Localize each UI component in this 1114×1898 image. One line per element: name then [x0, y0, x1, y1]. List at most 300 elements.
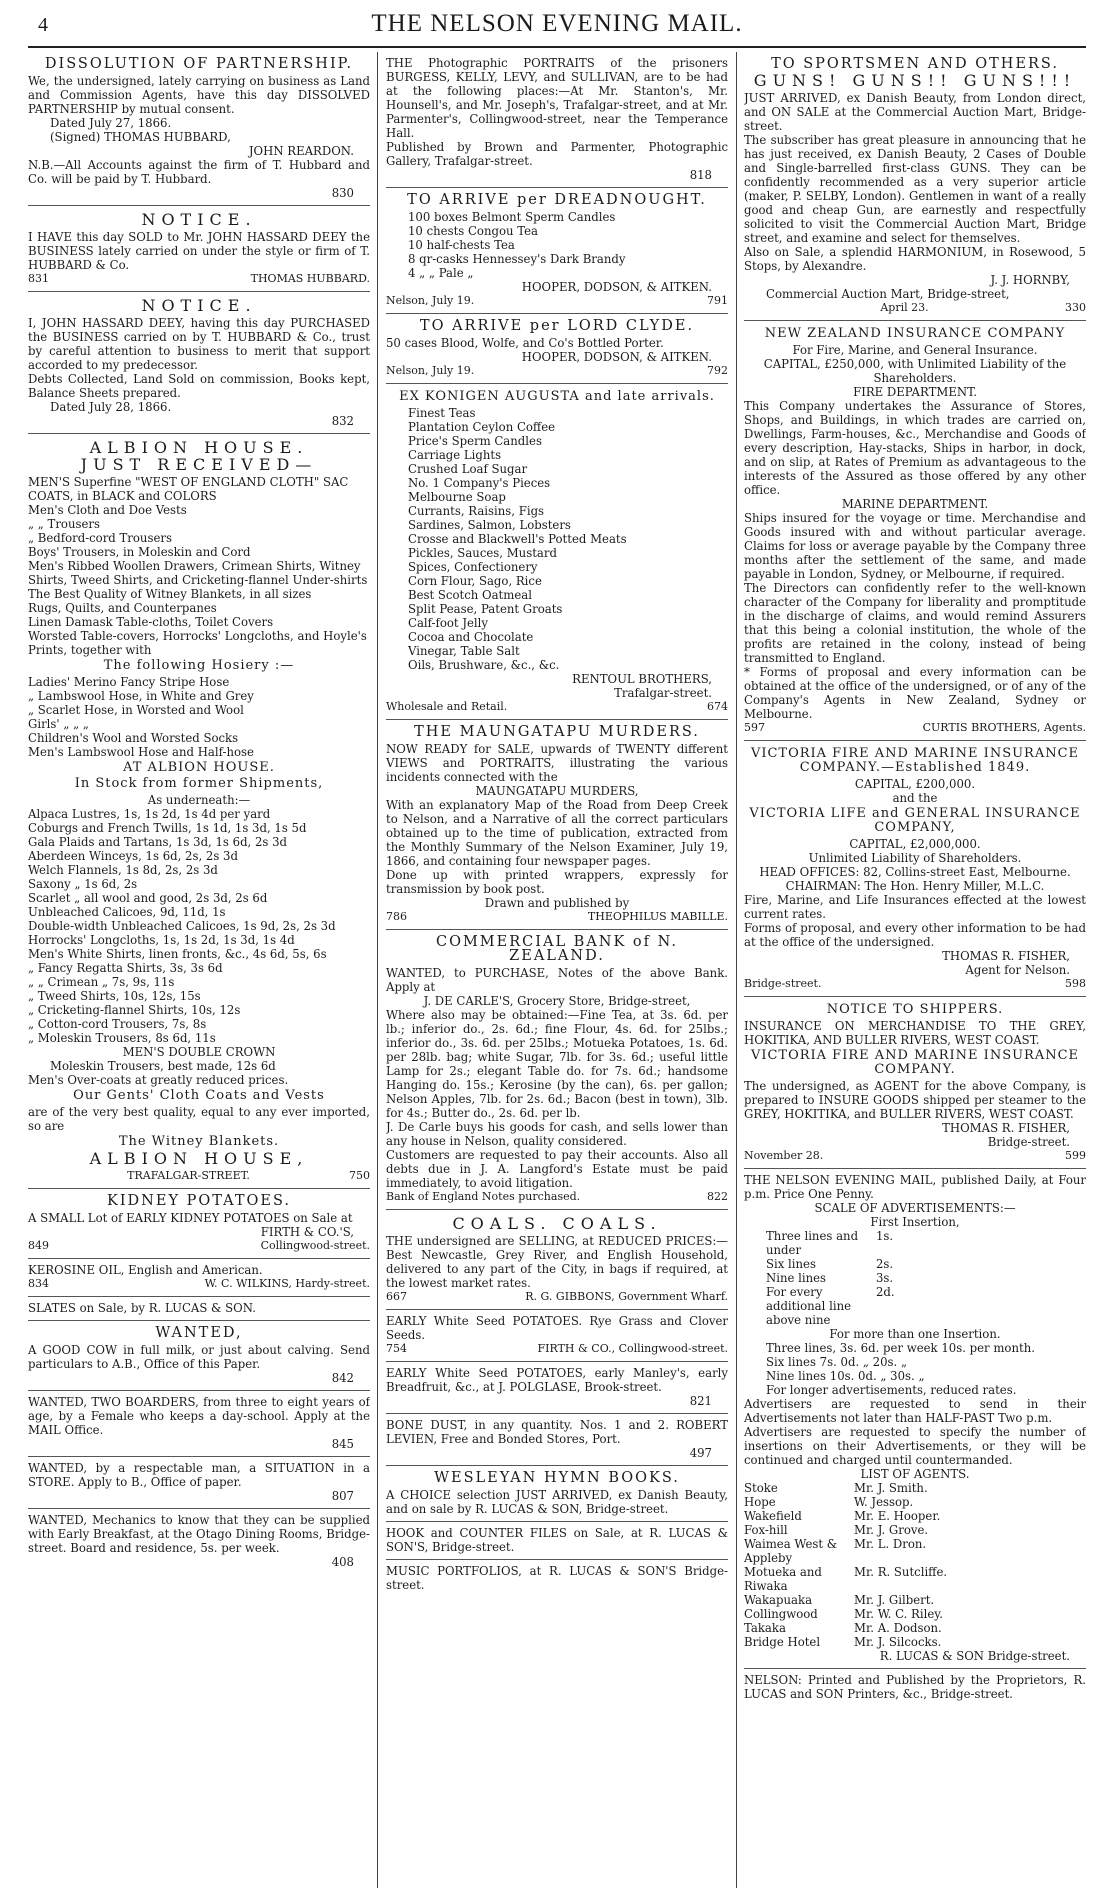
- ad-address: Collingwood-street.: [260, 1239, 370, 1252]
- row-value: W. Jessop.: [854, 1495, 914, 1509]
- row-value: Mr. J. Grove.: [854, 1523, 929, 1537]
- ad-footer: [386, 700, 728, 714]
- ad-wanted: [28, 1509, 370, 1574]
- ad-number: 408: [331, 1555, 354, 1569]
- ad-number: 821: [689, 1394, 712, 1408]
- ad-footer: [386, 294, 728, 308]
- ad-body: Ships insured for the voyage or time. Merchandise and Goods insured with and without particular average. Claims for loss or average payable by the Company three months after the settlement of the same, and made payable in London, Sydney, or Melbourne, if required.: [744, 511, 1086, 581]
- ad-subheading: FIRE DEPARTMENT.: [853, 385, 977, 399]
- ad-text: Agent for Nelson.: [965, 963, 1070, 977]
- ad-heading: TO ARRIVE per LORD CLYDE.: [419, 318, 695, 334]
- ad-portraits: [386, 52, 728, 188]
- ad-subheading: VICTORIA LIFE and GENERAL INSURANCE COMPANY,: [749, 806, 1081, 835]
- ad-body: This Company undertakes the Assurance of Stores, Shops, and Buildings, in which trades are carried on, Dwellings, Farm-houses, &c., Merchandise and Goods of every description, Hay-stacks, Ships in harbor, in dock, and on slip, at Rates of Premium as advantageous to the interests of the Assured as those offered by any other office.: [744, 399, 1086, 497]
- list-item: 8 qr-casks Hennessey's Dark Brandy: [408, 252, 626, 266]
- ad-footer: [744, 1149, 1086, 1163]
- ad-body: THE NELSON EVENING MAIL, published Daily, at Four p.m. Price One Penny.: [744, 1173, 1086, 1201]
- list-item: „ „ Crimean „ 7s, 9s, 11s: [28, 975, 175, 989]
- ad-signature: HOOPER, DODSON, & AITKEN.: [521, 280, 712, 294]
- table-row: [744, 1621, 1086, 1635]
- ad-heading: WANTED,: [155, 1325, 243, 1341]
- ad-body: * Forms of proposal and every information can be obtained at the office of the undersigned, or of any of the Company's Agents in New Zealand, Sydney or Melbourne.: [744, 665, 1086, 721]
- ad-signature: THEOPHILUS MABILLE.: [587, 910, 728, 923]
- table-row: [766, 1271, 1086, 1285]
- list-item: Finest Teas: [408, 406, 476, 420]
- ad-body: NOW READY for SALE, upwards of TWENTY different VIEWS and PORTRAITS, illustrating the various incidents connected with the: [386, 742, 728, 784]
- row-value: Mr. A. Dodson.: [854, 1621, 942, 1635]
- list-item: Coburgs and French Twills, 1s 1d, 1s 3d, 1s 5d: [28, 821, 307, 835]
- list-item: 10 chests Congou Tea: [408, 224, 539, 238]
- ad-text: As underneath:—: [147, 793, 251, 807]
- ad-body: We, the undersigned, lately carrying on business as Land and Commission Agents, have this day DISSOLVED PARTNERSHIP by mutual consent.: [28, 74, 370, 116]
- ad-subheading: In Stock from former Shipments,: [74, 776, 324, 791]
- ad-subheading: AT ALBION HOUSE.: [123, 760, 275, 775]
- table-row: [766, 1257, 1086, 1271]
- ad-footer: [386, 1190, 728, 1204]
- row-value: Mr. R. Sutcliffe.: [854, 1565, 948, 1579]
- list-item: Crosse and Blackwell's Potted Meats: [408, 532, 627, 546]
- ad-text: Bank of England Notes purchased.: [386, 1190, 581, 1203]
- ad-footer: [386, 910, 728, 924]
- ad-wanted: [28, 1321, 370, 1391]
- list-item: Pickles, Sauces, Mustard: [408, 546, 557, 560]
- table-row: [766, 1285, 1086, 1327]
- ad-body: WANTED, TWO BOARDERS, from three to eight years of age, by a Female who keeps a day-school. Apply at the MAIL Office.: [28, 1395, 370, 1437]
- ad-coals: [386, 1210, 728, 1310]
- ad-signature: J. J. HORNBY,: [990, 273, 1070, 287]
- ad-subheading: MAUNGATAPU MURDERS,: [475, 784, 639, 798]
- table-row: [744, 1565, 1086, 1593]
- ad-signature: JOHN REARDON.: [248, 144, 354, 158]
- ad-date: Nelson, July 19.: [386, 364, 475, 377]
- ad-footer: [386, 1290, 728, 1304]
- list-item: Aberdeen Winceys, 1s 6d, 2s, 2s 3d: [28, 849, 238, 863]
- ad-body: Published by Brown and Parmenter, Photographic Gallery, Trafalgar-street.: [386, 140, 728, 168]
- ad-konigen-augusta: [386, 384, 728, 720]
- ad-subheading: The following Hosiery :—: [103, 658, 295, 673]
- ad-heading: ALBION HOUSE.: [89, 438, 309, 457]
- ad-number: 842: [331, 1371, 354, 1385]
- ad-signature: THOMAS R. FISHER,: [942, 949, 1070, 963]
- ad-body: The undersigned, as AGENT for the above Company, is prepared to INSURE GOODS shipped per steamer to the GREY, HOKITIKA, and BULLER RIVERS, WEST COAST.: [744, 1079, 1086, 1121]
- ad-footer: [28, 1169, 370, 1183]
- ad-number: 831: [28, 272, 49, 285]
- ad-number: 674: [707, 700, 728, 713]
- row-label: For every additional line above nine: [766, 1285, 852, 1327]
- table-row: [744, 1607, 1086, 1621]
- ad-victoria-insurance: [744, 741, 1086, 997]
- list-item: MEN'S Superfine "WEST OF ENGLAND CLOTH" SAC COATS, in BLACK and COLORS: [28, 475, 349, 503]
- newspaper-title: THE NELSON EVENING MAIL.: [371, 10, 743, 37]
- ad-heading: KIDNEY POTATOES.: [106, 1193, 291, 1209]
- ad-number: 830: [331, 186, 354, 200]
- list-item: Girls' „ „ „: [28, 717, 89, 731]
- ad-subheading: SCALE OF ADVERTISEMENTS:—: [814, 1201, 1016, 1215]
- list-item: Corn Flour, Sago, Rice: [408, 574, 542, 588]
- ad-body: The subscriber has great pleasure in announcing that he has just received, ex Danish Beauty, 2 Cases of Double and Single-barrelled first-class GUNS. They can be confidently recommended as a very superior article (maker, P. SELBY, London). Gentlemen in want of a really good and cheap Gun, are earnestly and respectfully solicited to visit the Commercial Auction Mart, Bridge street, and examine and select for themselves.: [744, 133, 1086, 245]
- ad-number: 818: [689, 168, 712, 182]
- ad-body: I HAVE this day SOLD to Mr. JOHN HASSARD DEEY the BUSINESS lately carried on under the style or firm of T. HUBBARD & Co.: [28, 230, 370, 272]
- ad-number: 849: [28, 1239, 49, 1252]
- item-list: [28, 475, 370, 657]
- list-item: Double-width Unbleached Calicoes, 1s 9d, 2s, 2s 3d: [28, 919, 336, 933]
- ad-body: Also on Sale, a splendid HARMONIUM, in Rosewood, 5 Stops, by Alexandre.: [744, 245, 1086, 273]
- ad-text: CAPITAL, £2,000,000.: [849, 837, 981, 851]
- ad-subheading: For Fire, Marine, and General Insurance.: [792, 343, 1038, 357]
- ad-subheading: JUST RECEIVED—: [80, 455, 318, 474]
- ad-number: 598: [1065, 977, 1086, 990]
- list-item: Linen Damask Table-cloths, Toilet Covers: [28, 615, 274, 629]
- ad-signature: THOMAS R. FISHER,: [942, 1121, 1070, 1135]
- ad-text: are of the very best quality, equal to any ever imported, so are: [28, 1105, 370, 1133]
- ad-number: 750: [349, 1169, 370, 1182]
- list-item: „ Cotton-cord Trousers, 7s, 8s: [28, 1017, 207, 1031]
- list-item: No. 1 Company's Pieces: [408, 476, 551, 490]
- row-value: Mr. W. C. Riley.: [854, 1607, 944, 1621]
- list-item: Children's Wool and Worsted Socks: [28, 731, 239, 745]
- ad-number: 845: [331, 1437, 354, 1451]
- list-item: „ Fancy Regatta Shirts, 3s, 3s 6d: [28, 961, 223, 975]
- ad-text: CAPITAL, £200,000.: [854, 777, 976, 791]
- ad-files: [386, 1522, 728, 1560]
- ad-body: Forms of proposal, and every other information to be had at the office of the undersigned.: [744, 921, 1086, 949]
- ad-signature: FIRTH & CO.'S,: [260, 1225, 354, 1239]
- row-value: 1s.: [876, 1229, 894, 1243]
- imprint-text: NELSON: Printed and Published by the Proprietors, R. LUCAS and SON Printers, &c., Bridge-street.: [744, 1673, 1086, 1701]
- row-label: Waimea West & Appleby: [744, 1537, 838, 1565]
- list-item: Welch Flannels, 1s 8d, 2s, 2s 3d: [28, 863, 218, 877]
- ad-body: I, JOHN HASSARD DEEY, having this day PURCHASED the BUSINESS carried on by T. HUBBARD & Co., trust by careful attention to business to merit that support accorded to my predecessor.: [28, 316, 370, 372]
- column-rule: [736, 52, 737, 1888]
- row-label: Stoke: [744, 1481, 778, 1495]
- ad-number: 667: [386, 1290, 407, 1303]
- list-item: „ Bedford-cord Trousers: [28, 531, 172, 545]
- item-list: [386, 210, 728, 280]
- ad-notice-shippers: [744, 997, 1086, 1169]
- list-item: Six lines 7s. 0d. „ 20s. „: [766, 1355, 908, 1369]
- list-item: 100 boxes Belmont Sperm Candles: [408, 210, 616, 224]
- ad-body: WANTED, to PURCHASE, Notes of the above Bank. Apply at: [386, 966, 728, 994]
- list-item: „ „ Trousers: [28, 517, 100, 531]
- ad-body: WANTED, by a respectable man, a SITUATION in a STORE. Apply to B., Office of paper.: [28, 1461, 370, 1489]
- table-row: [744, 1495, 1086, 1509]
- list-item: „ Moleskin Trousers, 8s 6d, 11s: [28, 1031, 216, 1045]
- ad-number: 832: [331, 414, 354, 428]
- agents-table: [744, 1481, 1086, 1649]
- row-label: Three lines and under: [766, 1229, 859, 1257]
- list-item: „ Scarlet Hose, in Worsted and Wool: [28, 703, 244, 717]
- list-item: Melbourne Soap: [408, 490, 506, 504]
- ad-body: SLATES on Sale, by R. LUCAS & SON.: [28, 1301, 256, 1315]
- ad-text: CAPITAL, £250,000, with Unlimited Liability of the Shareholders.: [763, 357, 1067, 385]
- row-label: Collingwood: [744, 1607, 818, 1621]
- ad-text: MEN'S DOUBLE CROWN: [122, 1045, 276, 1059]
- list-item: Rugs, Quilts, and Counterpanes: [28, 601, 217, 615]
- ad-body: A GOOD COW in full milk, or just about calving. Send particulars to A.B., Office of this Paper.: [28, 1343, 370, 1371]
- ad-body: A CHOICE selection JUST ARRIVED, ex Danish Beauty, and on sale by R. LUCAS & SON, Bridge-street.: [386, 1488, 728, 1516]
- ad-dissolution: [28, 52, 370, 206]
- item-list: [386, 406, 728, 672]
- row-value: 3s.: [876, 1271, 894, 1285]
- ad-body: THE undersigned are SELLING, at REDUCED PRICES:—Best Newcastle, Grey River, and English Household, delivered to any part of the City, in bags if required, at the lowest market rates.: [386, 1234, 728, 1290]
- ad-bone-dust: [386, 1414, 728, 1466]
- row-label: Bridge Hotel: [744, 1635, 821, 1649]
- ad-albion-house: [28, 434, 370, 1189]
- ad-hymn-books: [386, 1466, 728, 1522]
- row-value: Mr. E. Hooper.: [854, 1509, 941, 1523]
- ad-footer: [744, 977, 1086, 991]
- ad-subheading: LIST OF AGENTS.: [860, 1467, 970, 1481]
- ad-nz-insurance: [744, 321, 1086, 741]
- item-list: [744, 1341, 1086, 1383]
- ad-date: Nelson, July 19.: [386, 294, 475, 307]
- ad-signature: W. C. WILKINS, Hardy-street.: [204, 1277, 370, 1290]
- ad-body: J. De Carle buys his goods for cash, and sells lower than any house in Nelson, quality considered.: [386, 1120, 728, 1148]
- ad-number: 754: [386, 1342, 407, 1355]
- ad-dreadnought: [386, 188, 728, 314]
- ad-heading: VICTORIA FIRE AND MARINE INSURANCE COMPANY.—Established 1849.: [750, 746, 1080, 775]
- ad-signature: (Signed) THOMAS HUBBARD,: [50, 130, 231, 144]
- ad-text: Unlimited Liability of Shareholders.: [808, 851, 1022, 865]
- list-item: Men's Lambswool Hose and Half-hose: [28, 745, 254, 759]
- ad-footer-heading: ALBION HOUSE,: [89, 1149, 309, 1168]
- ad-number: 497: [689, 1446, 712, 1460]
- list-item: 4 „ „ Pale „: [408, 266, 474, 280]
- ad-potatoes: [386, 1362, 728, 1414]
- list-item: Oils, Brushware, &c., &c.: [408, 658, 560, 672]
- ad-heading: NEW ZEALAND INSURANCE COMPANY: [764, 326, 1066, 341]
- ad-notice: [28, 292, 370, 434]
- ad-heading: NOTICE.: [141, 210, 257, 229]
- ad-subheading: Our Gents' Cloth Coats and Vests: [73, 1088, 325, 1103]
- list-item: Scarlet „ all wool and good, 2s 3d, 2s 6d: [28, 891, 268, 905]
- ad-signature: FIRTH & CO., Collingwood-street.: [537, 1342, 728, 1355]
- ad-kidney: [28, 1189, 370, 1259]
- list-item: Men's Cloth and Doe Vests: [28, 503, 187, 517]
- ad-notice: [28, 206, 370, 292]
- row-value: 2d.: [876, 1285, 895, 1299]
- ad-text: and the: [892, 791, 938, 805]
- ad-slates: [28, 1297, 370, 1321]
- ad-text: HEAD OFFICES: 82, Collins-street East, Melbourne.: [759, 865, 1071, 879]
- imprint: [744, 1669, 1086, 1706]
- list-item: Vinegar, Table Salt: [408, 644, 520, 658]
- ad-number: 599: [1065, 1149, 1086, 1162]
- ad-number: 597: [744, 721, 765, 734]
- ad-date: April 23.: [880, 301, 929, 314]
- table-row: [744, 1523, 1086, 1537]
- ad-body: The Directors can confidently refer to the well-known character of the Company for liberality and promptitude in the discharge of claims, and would remind Assurers that this being a colonial institution, the whole of the profits are retained in the colony, instead of being transmitted to England.: [744, 581, 1086, 665]
- item-list: [28, 807, 370, 1045]
- ad-heading: THE MAUNGATAPU MURDERS.: [414, 724, 700, 740]
- ad-portfolios: [386, 1560, 728, 1597]
- list-item: „ Tweed Shirts, 10s, 12s, 15s: [28, 989, 201, 1003]
- ad-signature: HOOPER, DODSON, & AITKEN.: [521, 350, 712, 364]
- ad-number: 834: [28, 1277, 49, 1290]
- row-value: Mr. J. Silcocks.: [854, 1635, 942, 1649]
- ad-subheading: VICTORIA FIRE AND MARINE INSURANCE COMPANY.: [750, 1048, 1080, 1077]
- ad-guns: [744, 52, 1086, 321]
- ad-subheading: MARINE DEPARTMENT.: [841, 497, 989, 511]
- ad-text: For longer advertisements, reduced rates.: [766, 1383, 1017, 1397]
- column-3: [744, 52, 1086, 1890]
- ad-subheading: GUNS! GUNS!! GUNS!!!: [753, 71, 1077, 90]
- ad-maungatapu: [386, 720, 728, 930]
- ad-body: Fire, Marine, and Life Insurances effected at the lowest current rates.: [744, 893, 1086, 921]
- ad-text: Men's Over-coats at greatly reduced prices.: [28, 1073, 289, 1087]
- row-label: Six lines: [766, 1257, 816, 1271]
- ad-heading: NOTICE.: [141, 296, 257, 315]
- ad-kerosine: [28, 1259, 370, 1297]
- item-list: [28, 675, 370, 759]
- ad-signature: RENTOUL BROTHERS,: [572, 672, 712, 686]
- list-item: Plantation Ceylon Coffee: [408, 420, 556, 434]
- rate-table: [744, 1229, 1086, 1327]
- list-item: Nine lines 10s. 0d. „ 30s. „: [766, 1369, 925, 1383]
- list-item: Sardines, Salmon, Lobsters: [408, 518, 571, 532]
- list-item: Alpaca Lustres, 1s, 1s 2d, 1s 4d per yard: [28, 807, 271, 821]
- list-item: Currants, Raisins, Figs: [408, 504, 545, 518]
- ad-lord-clyde: [386, 314, 728, 384]
- ad-body: JUST ARRIVED, ex Danish Beauty, from London direct, and ON SALE at the Commercial Auction Mart, Bridge-street.: [744, 91, 1086, 133]
- list-item: Horrocks' Longcloths, 1s, 1s 2d, 1s 3d, 1s 4d: [28, 933, 295, 947]
- list-item: Saxony „ 1s 6d, 2s: [28, 877, 138, 891]
- ad-body: MUSIC PORTFOLIOS, at R. LUCAS & SON'S Bridge-street.: [386, 1564, 728, 1592]
- ad-body: Where also may be obtained:—Fine Tea, at 3s. 6d. per lb.; inferior do., 2s. 6d.; fine Flour, 4s. 6d. for 25lbs.; inferior do., 3s. 6d. per 25lbs.; Motueka Potatoes, 1s. 6d. per 28lb. bag; white Sugar, 7lb. for 3s. 6d.; useful little Lamp for 2s.; elegant Table do. for 7s. 6d.; handsome Hanging do. 15s.; Kerosine (by the can), 6s. per gallon; Nelson Apples, 7lb. for 2s. 6d.; Bacon (best in town), 3lb. for 4s.; Butter do., 2s. 6d. per lb.: [386, 1008, 728, 1120]
- list-item: „ Cricketing-flannel Shirts, 10s, 12s: [28, 1003, 241, 1017]
- ad-text: First Insertion,: [870, 1215, 960, 1229]
- ad-heading: NOTICE TO SHIPPERS.: [826, 1002, 1004, 1017]
- ad-subheading: INSURANCE ON MERCHANDISE TO THE GREY, HOKITIKA, AND BULLER RIVERS, WEST COAST.: [744, 1019, 1086, 1047]
- ad-date: Dated July 28, 1866.: [50, 400, 172, 414]
- ad-text: Moleskin Trousers, best made, 12s 6d: [50, 1059, 276, 1073]
- ad-body: EARLY White Seed POTATOES, early Manley's, early Breadfruit, &c., at J. POLGLASE, Brook-street.: [386, 1366, 728, 1394]
- list-item: Men's Ribbed Woollen Drawers, Crimean Shirts, Witney Shirts, Tweed Shirts, and Cricketing-flannel Under-shirts: [28, 559, 368, 587]
- column-1: [28, 52, 370, 1890]
- row-label: Fox-hill: [744, 1523, 788, 1537]
- ad-text: CHAIRMAN: The Hon. Henry Miller, M.L.C.: [785, 879, 1045, 893]
- row-value: 2s.: [876, 1257, 894, 1271]
- ad-number: 786: [386, 910, 407, 923]
- ad-address: J. DE CARLE'S, Grocery Store, Bridge-street,: [423, 994, 691, 1008]
- row-value: Mr. L. Dron.: [854, 1537, 927, 1551]
- row-label: Wakefield: [744, 1509, 802, 1523]
- ad-body: N.B.—All Accounts against the firm of T. Hubbard and Co. will be paid by T. Hubbard.: [28, 158, 370, 186]
- ad-heading: COMMERCIAL BANK of N. ZEALAND.: [435, 934, 679, 964]
- ad-wanted: [28, 1391, 370, 1457]
- ad-text: Drawn and published by: [484, 896, 630, 910]
- list-item: Unbleached Calicoes, 9d, 11d, 1s: [28, 905, 226, 919]
- list-item: Cocoa and Chocolate: [408, 630, 534, 644]
- ad-body: EARLY White Seed POTATOES. Rye Grass and Clover Seeds.: [386, 1314, 728, 1342]
- table-row: [744, 1593, 1086, 1607]
- ad-heading: COALS. COALS.: [452, 1214, 662, 1233]
- table-row: [766, 1229, 1086, 1257]
- page-number: 4: [38, 14, 48, 36]
- ad-body: Advertisers are requested to send in their Advertisements not later than HALF-PAST Two p.m.: [744, 1397, 1086, 1425]
- ad-body: Done up with printed wrappers, expressly for transmission by book post.: [386, 868, 728, 896]
- ad-body: KEROSINE OIL, English and American.: [28, 1263, 263, 1277]
- ad-footer: [386, 364, 728, 378]
- masthead: [28, 6, 1086, 48]
- list-item: Ladies' Merino Fancy Stripe Hose: [28, 675, 230, 689]
- ad-heading: TO SPORTSMEN AND OTHERS.: [771, 56, 1059, 72]
- list-item: Carriage Lights: [408, 448, 502, 462]
- ad-number: 791: [707, 294, 728, 307]
- list-item: Three lines, 3s. 6d. per week 10s. per month.: [766, 1341, 1035, 1355]
- list-item: Spices, Confectionery: [408, 560, 538, 574]
- ad-heading: TO ARRIVE per DREADNOUGHT.: [407, 192, 707, 208]
- row-label: Hope: [744, 1495, 776, 1509]
- list-item: Calf-foot Jelly: [408, 616, 488, 630]
- row-value: Mr. J. Gilbert.: [854, 1593, 935, 1607]
- table-row: [744, 1509, 1086, 1523]
- ad-wanted: [28, 1457, 370, 1509]
- ad-evening-mail: [744, 1169, 1086, 1669]
- ad-heading: DISSOLUTION OF PARTNERSHIP.: [44, 56, 354, 72]
- ad-address: Trafalgar-street.: [614, 686, 712, 700]
- ad-potatoes: [386, 1310, 728, 1362]
- ad-number: 330: [1065, 301, 1086, 314]
- ad-number: 822: [707, 1190, 728, 1203]
- ad-footer: [386, 1342, 728, 1356]
- ad-body: With an explanatory Map of the Road from Deep Creek to Nelson, and a Narrative of all the correct particulars obtained up to the time of publication, extracted from the Monthly Summary of the Nelson Examiner, July 19, 1866, and containing four newspaper pages.: [386, 798, 728, 868]
- ad-body: Advertisers are requested to specify the number of insertions on their Advertisements, or they will be continued and charged until countermanded.: [744, 1425, 1086, 1467]
- list-item: Split Pease, Patent Groats: [408, 602, 563, 616]
- ad-footer: [28, 1239, 370, 1253]
- ad-signature: CURTIS BROTHERS, Agents.: [922, 721, 1086, 734]
- list-item: Best Scotch Oatmeal: [408, 588, 532, 602]
- ad-body: HOOK and COUNTER FILES on Sale, at R. LUCAS & SON'S, Bridge-street.: [386, 1526, 728, 1554]
- list-item: Crushed Loaf Sugar: [408, 462, 528, 476]
- row-value: Mr. J. Smith.: [854, 1481, 928, 1495]
- list-item: Worsted Table-covers, Horrocks' Longcloths, and Hoyle's Prints, together with: [28, 629, 367, 657]
- table-row: [744, 1481, 1086, 1495]
- list-item: Men's White Shirts, linen fronts, &c., 4s 6d, 5s, 6s: [28, 947, 327, 961]
- ad-text: Wholesale and Retail.: [386, 700, 508, 713]
- list-item: The Best Quality of Witney Blankets, in all sizes: [28, 587, 312, 601]
- ad-footer: [28, 272, 370, 286]
- list-item: „ Lambswool Hose, in White and Grey: [28, 689, 254, 703]
- ad-footer: [28, 1277, 370, 1291]
- ad-body: A SMALL Lot of EARLY KIDNEY POTATOES on Sale at: [28, 1211, 353, 1225]
- ad-heading: EX KONIGEN AUGUSTA and late arrivals.: [399, 389, 715, 404]
- ad-address: Commercial Auction Mart, Bridge-street,: [766, 287, 1010, 301]
- ad-signature: R. G. GIBBONS, Government Wharf.: [525, 1290, 728, 1303]
- ad-body: THE Photographic PORTRAITS of the prisoners BURGESS, KELLY, LEVY, and SULLIVAN, are to be had at the following places:—At Mr. Stanton's, Mr. Hounsell's, and Mr. Joseph's, Trafalgar-street, and at Mr. Parmenter's, Collingwood-street, near the Temperance Hall.: [386, 56, 728, 140]
- table-row: [744, 1537, 1086, 1565]
- ad-heading: WESLEYAN HYMN BOOKS.: [434, 1470, 680, 1486]
- ad-text: For more than one Insertion.: [829, 1327, 1001, 1341]
- ad-body: Customers are requested to pay their accounts. Also all debts due in J. A. Langford's Estate must be paid immediately, to avoid litigation.: [386, 1148, 728, 1190]
- ad-signature: THOMAS HUBBARD.: [250, 272, 370, 285]
- row-label: Takaka: [744, 1621, 786, 1635]
- row-label: Wakapuaka: [744, 1593, 813, 1607]
- ad-footer: [744, 301, 1086, 315]
- ad-address: Bridge-street.: [744, 977, 822, 990]
- ad-subheading: The Witney Blankets.: [118, 1134, 280, 1149]
- ad-number: 792: [707, 364, 728, 377]
- ad-address: TRAFALGAR-STREET.: [127, 1169, 250, 1182]
- column-rule: [377, 52, 378, 1888]
- list-item: Gala Plaids and Tartans, 1s 3d, 1s 6d, 2s 3d: [28, 835, 288, 849]
- table-row: [744, 1635, 1086, 1649]
- ad-body: 50 cases Blood, Wolfe, and Co's Bottled Porter.: [386, 336, 664, 350]
- ad-body: Debts Collected, Land Sold on commission, Books kept, Balance Sheets prepared.: [28, 372, 370, 400]
- ad-number: 807: [331, 1489, 354, 1503]
- list-item: 10 half-chests Tea: [408, 238, 515, 252]
- ad-date: Dated July 27, 1866.: [50, 116, 172, 130]
